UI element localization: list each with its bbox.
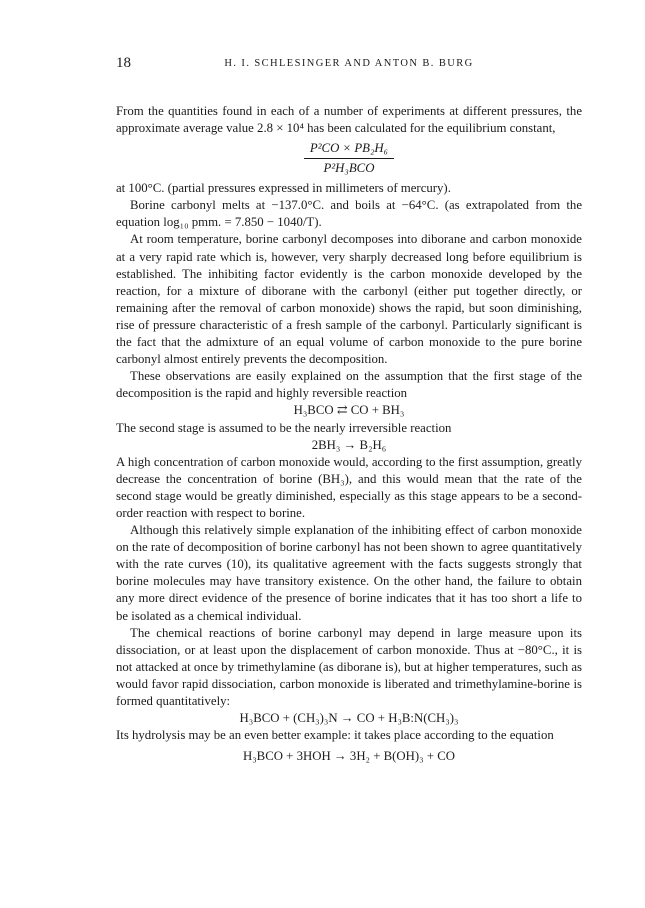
paragraph: Although this relatively simple explanation of the inhibiting effect of carbon monoxide on the rate of decomposition of borine carbonyl has not been shown to agree quantitatively with the rate curves (10), its qualitative agreement with the facts suggests strongly that borine molecules may have transitory existence. On the other hand, the failure to obtain any more direct evidence of the presence of borine indicates that it has too short a life to be isolated as a chemical individual. [116, 523, 582, 623]
paragraph: The second stage is assumed to be the nearly irreversible reaction [116, 420, 452, 435]
equation: H₃BCO ⇄ CO + BH₃ [293, 403, 405, 418]
paragraph: Borine carbonyl melts at −137.0°C. and boils at −64°C. (as extrapolated from the equation log₁₀ pmm. = 7.850 − 1040/T). [116, 198, 582, 230]
paragraph: Its hydrolysis may be an even better example: it takes place according to the equation [116, 728, 554, 743]
paragraph: From the quantities found in each of a number of experiments at different pressures, the approximate average value 2.8 × 10⁴ has been calculated for the equilibrium constant, [116, 104, 582, 136]
page-number: 18 [116, 55, 131, 71]
body-text [116, 103, 582, 765]
fraction-denominator: P²H₃BCO [323, 161, 375, 176]
page-header [116, 55, 582, 75]
paragraph: A high concentration of carbon monoxide would, according to the first assumption, greatly decrease the concentration of borine (BH₃), and this would mean that the rate of the second stage would be greatly diminished, especially as this stage appears to be a second-order reaction with respect to borine. [116, 454, 582, 520]
fraction-numerator: P²CO × PB₂H₆ [304, 140, 394, 159]
equation: H₃BCO + 3HOH → 3H₂ + B(OH)₃ + CO [242, 749, 456, 764]
equation: 2BH₃ → B₂H₆ [311, 437, 387, 452]
paragraph: The chemical reactions of borine carbonyl may depend in large measure upon its dissociation, or at least upon the displacement of carbon monoxide. Thus at −80°C., it is not attacked at once by trimethylamine (as diborane is), but at higher temperatures, such as would favor rapid dissociation, carbon monoxide is liberated and trimethylamine-borine is formed quantitatively: [116, 625, 582, 708]
equation: H₃BCO + (CH₃)₃N → CO + H₃B:N(CH₃)₃ [239, 711, 459, 726]
paragraph: at 100°C. (partial pressures expressed in millimeters of mercury). [116, 181, 451, 196]
paragraph: These observations are easily explained on the assumption that the first stage of the decomposition is the rapid and highly reversible reaction [116, 369, 582, 401]
paragraph: At room temperature, borine carbonyl decomposes into diborane and carbon monoxide at a very rapid rate which is, however, very sharply decreased long before equilibrium is established. The inhibiting factor evidently is the carbon monoxide developed by the reaction, for a mixture of diborane with the carbonyl (either put together directly, or remaining after the removal of carbon monoxide) shows the rapid, but soon diminishing, rise of pressure characteristic of a fresh sample of the carbonyl. Particularly significant is the fact that the admixture of an equal volume of carbon monoxide to the pure borine carbonyl almost entirely prevents the decomposition. [116, 232, 582, 367]
equilibrium-constant-fraction [116, 137, 582, 180]
running-title: H. I. SCHLESINGER AND ANTON B. BURG [224, 58, 474, 69]
